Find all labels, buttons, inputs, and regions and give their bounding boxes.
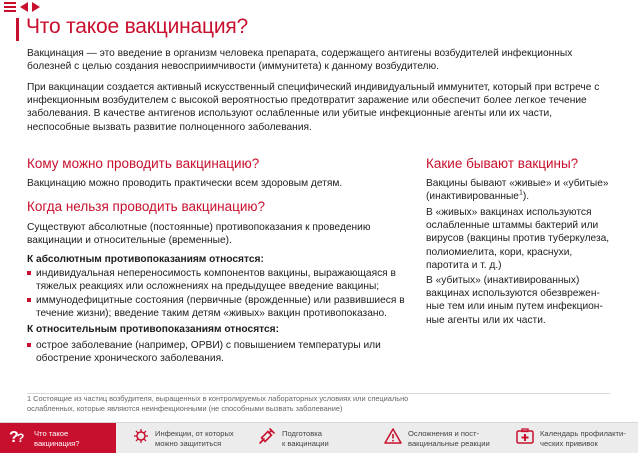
hamburger-icon[interactable] — [4, 2, 16, 12]
vaccine-types-text: Вакцины бывают «живые» и «убитые» (инактивированные$^1$). — [426, 178, 609, 203]
top-navigation — [4, 1, 40, 13]
medical-kit-icon — [516, 428, 534, 449]
nav-item-label: Инфекции, от которых можно защититься — [155, 429, 234, 448]
list-item: острое заболевание (например, ОРВИ) с повышением температуры или обострение хронического заболевания. — [27, 339, 407, 365]
nav-item-what-is-vaccination[interactable] — [0, 423, 116, 453]
question-marks-icon — [8, 426, 28, 451]
bottom-navigation — [0, 422, 638, 453]
nav-item-label: Подготовка к вакцинации — [282, 429, 329, 448]
list-item: индивидуальная непереносимость компонентов вакцины, выражающаяся в тяжелых реакциях или осложнениях на предыдущее введение вакцины; — [27, 267, 407, 293]
warning-icon — [384, 428, 402, 449]
live-vaccines-text: В «живых» вакцинах используются ослабленные штаммы бактерий или вирусов (вакцины против туберкулеза, полиомиелита, кори, краснухи, паротита и т. д.) — [426, 207, 610, 271]
syringe-icon — [258, 427, 276, 450]
who-text: Вакцинацию можно проводить практически всем здоровым детям. — [27, 178, 343, 189]
nav-item-calendar[interactable] — [516, 423, 626, 453]
intro-paragraph-definition: Вакцинация — это введение в организм человека препарата, содержащего антигены возбудителей инфекционных болезней с целью создания невосприимчивости (иммунитета) к данному возбудителю. — [27, 48, 573, 73]
nav-item-complications[interactable] — [384, 423, 490, 453]
footnote: 1 Состоящие из частиц возбудителя, выращенных в контролируемых лабораторных условиях или специально ослабленных, которые являются неинфекционными (не способными вызвать заболевание) — [27, 394, 409, 413]
footnote-marker: 1 — [518, 189, 523, 197]
nav-item-label: Что такое вакцинация? — [34, 429, 80, 448]
nav-item-preparation[interactable] — [258, 423, 329, 453]
when-heading: Когда нельзя проводить вакцинацию? — [27, 199, 266, 214]
list-item: иммунодефицитные состояния (первичные (врожденные) или развившиеся в течение жизни); введение таким детям «живых» вакцин противопоказано. — [27, 294, 407, 320]
inactivated-vaccines-text: В «убитых» (инактивированных) вакцинах используются обезвреженные тем или иным путем инфекционные агенты или их части. — [426, 275, 603, 326]
page-title: Что такое вакцинация? — [26, 15, 249, 38]
virus-icon — [133, 428, 149, 449]
who-heading: Кому можно проводить вакцинацию? — [27, 156, 260, 171]
triangle-left-icon[interactable] — [20, 2, 28, 12]
when-text: Существуют абсолютные (постоянные) противопоказания к проведению вакцинации и относительные (временные). — [27, 222, 371, 247]
relative-contraindications-heading: К относительным противопоказаниям относятся: — [27, 324, 279, 335]
nav-item-label: Осложнения и пост- вакцинальные реакции — [408, 429, 490, 448]
title-accent-bar — [16, 18, 19, 41]
nav-item-infections[interactable] — [133, 423, 234, 453]
vaccine-types-heading: Какие бывают вакцины? — [426, 156, 579, 171]
intro-paragraph-immunity: При вакцинации создается активный искусственный специфический индивидуальный иммунитет, который при встрече с инфекционным возбудителем с высокой вероятностью предотвратит заражение или обеспечит более легкое течение заболевания. В качестве антигенов используют ослабленные или убитые инфекционные агенты или их части, неспособные вызвать развитие полноценного заболевания. — [27, 82, 600, 133]
absolute-contraindications-heading: К абсолютным противопоказаниям относятся: — [27, 254, 264, 265]
svg-text:?: ? — [9, 429, 19, 446]
nav-item-label: Календарь профилакти- ческих прививок — [540, 429, 626, 448]
triangle-right-icon[interactable] — [32, 2, 40, 12]
svg-text:?: ? — [17, 431, 25, 445]
